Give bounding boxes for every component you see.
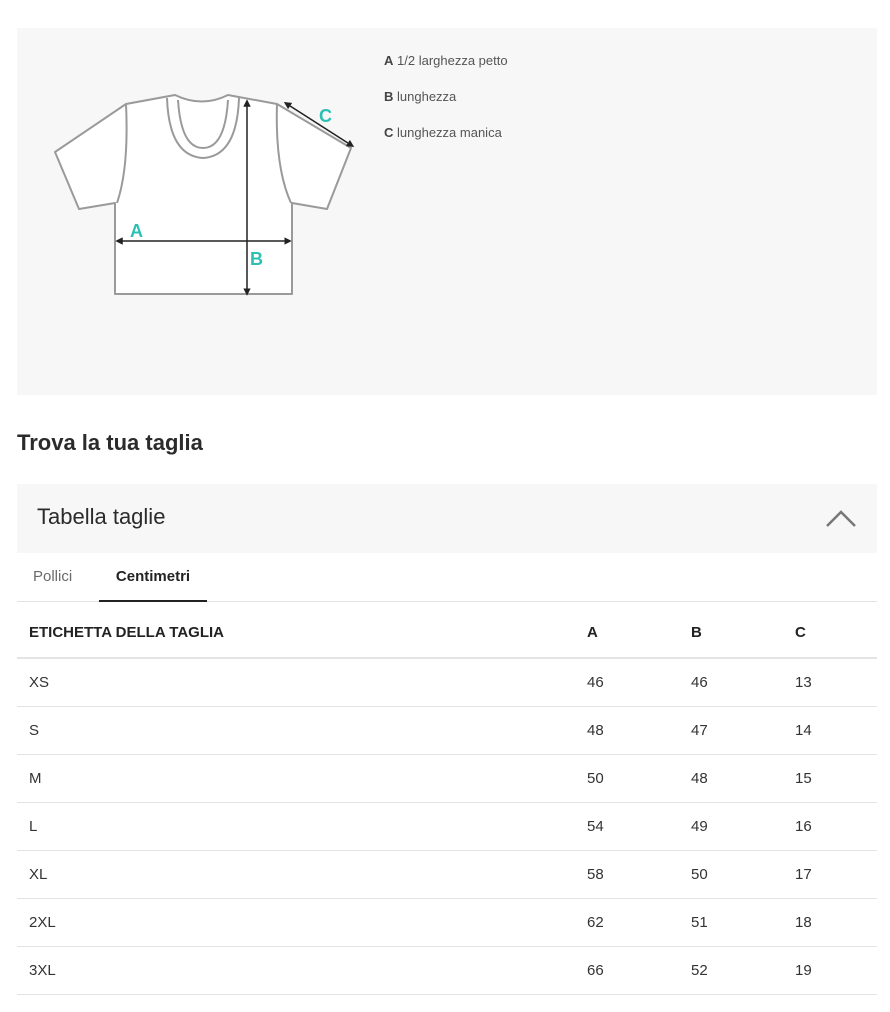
tab-inches[interactable]: Pollici xyxy=(33,568,73,585)
size-table xyxy=(17,607,877,995)
measure-b-label: B xyxy=(250,249,263,269)
unit-tabs xyxy=(17,553,877,602)
a-value-cell: 58 xyxy=(575,850,679,898)
b-value-cell: 47 xyxy=(679,706,783,754)
column-header-c: C xyxy=(783,607,877,658)
a-value-cell: 54 xyxy=(575,802,679,850)
table-row xyxy=(17,802,877,850)
legend-text: lunghezza manica xyxy=(397,125,502,140)
table-row xyxy=(17,850,877,898)
measure-c-label: C xyxy=(319,106,332,126)
b-value-cell: 50 xyxy=(679,850,783,898)
legend-text: lunghezza xyxy=(397,89,457,104)
c-value-cell: 16 xyxy=(783,802,877,850)
measure-a-label: A xyxy=(130,221,143,241)
legend-item-c xyxy=(384,126,508,162)
c-value-cell: 15 xyxy=(783,754,877,802)
tshirt-body xyxy=(55,95,351,294)
table-row xyxy=(17,706,877,754)
size-label-cell: M xyxy=(17,754,575,802)
c-value-cell: 13 xyxy=(783,658,877,706)
b-value-cell: 48 xyxy=(679,754,783,802)
legend-item-a xyxy=(384,54,508,90)
legend-letter: C xyxy=(384,125,394,140)
section-title: Trova la tua taglia xyxy=(17,430,203,455)
c-value-cell: 19 xyxy=(783,946,877,994)
size-label-cell: 3XL xyxy=(17,946,575,994)
measurement-legend xyxy=(384,54,508,162)
table-header-row xyxy=(17,607,877,658)
tab-centimeters[interactable]: Centimetri xyxy=(99,553,207,602)
table-row xyxy=(17,898,877,946)
column-header-a: A xyxy=(575,607,679,658)
b-value-cell: 52 xyxy=(679,946,783,994)
legend-text: 1/2 larghezza petto xyxy=(397,53,508,68)
table-row xyxy=(17,946,877,994)
a-value-cell: 50 xyxy=(575,754,679,802)
size-label-cell: S xyxy=(17,706,575,754)
size-label-cell: XS xyxy=(17,658,575,706)
b-value-cell: 46 xyxy=(679,658,783,706)
c-value-cell: 14 xyxy=(783,706,877,754)
a-value-cell: 48 xyxy=(575,706,679,754)
legend-letter: A xyxy=(384,53,394,68)
column-header-b: B xyxy=(679,607,783,658)
column-header-size-label: ETICHETTA DELLA TAGLIA xyxy=(17,607,575,658)
size-label-cell: XL xyxy=(17,850,575,898)
a-value-cell: 66 xyxy=(575,946,679,994)
size-diagram-panel xyxy=(17,28,877,395)
c-value-cell: 18 xyxy=(783,898,877,946)
size-table-accordion[interactable] xyxy=(17,484,877,553)
chevron-up-icon[interactable] xyxy=(825,508,857,528)
size-label-cell: 2XL xyxy=(17,898,575,946)
b-value-cell: 49 xyxy=(679,802,783,850)
table-row xyxy=(17,754,877,802)
tshirt-diagram xyxy=(47,88,357,333)
table-row xyxy=(17,658,877,706)
legend-item-b xyxy=(384,90,508,126)
a-value-cell: 62 xyxy=(575,898,679,946)
a-value-cell: 46 xyxy=(575,658,679,706)
b-value-cell: 51 xyxy=(679,898,783,946)
size-label-cell: L xyxy=(17,802,575,850)
accordion-title: Tabella taglie xyxy=(37,504,166,529)
legend-letter: B xyxy=(384,89,394,104)
c-value-cell: 17 xyxy=(783,850,877,898)
